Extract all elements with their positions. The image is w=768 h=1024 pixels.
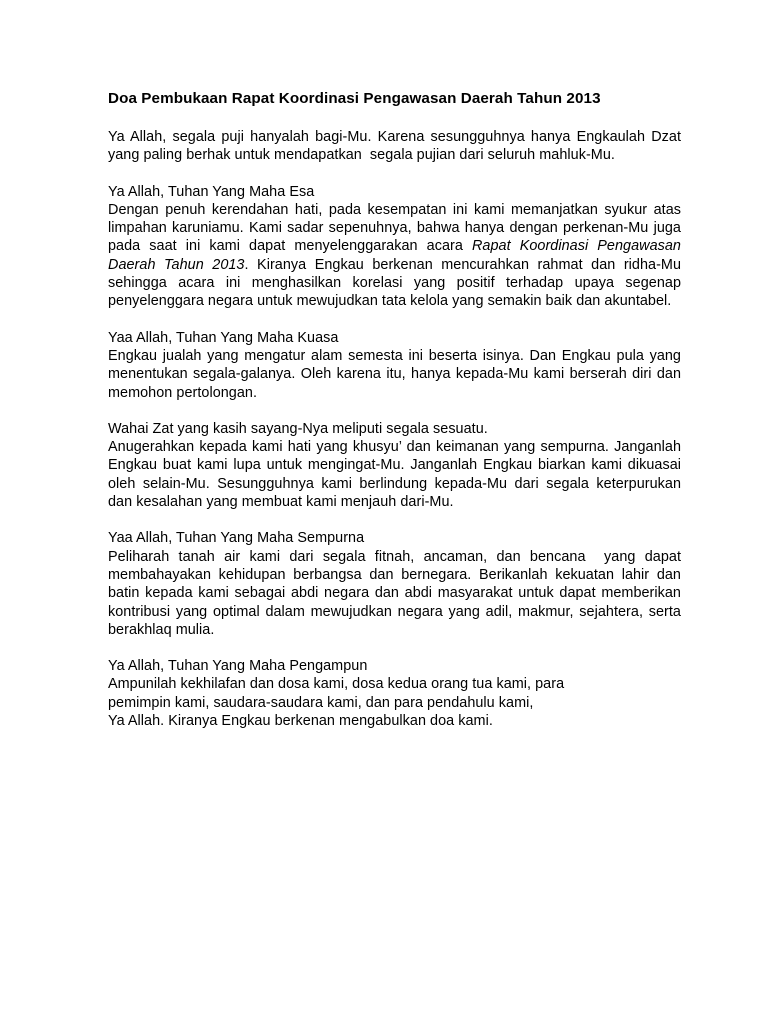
paragraph-maha-pengampun: [108, 657, 681, 730]
paragraph-maha-sempurna: [108, 529, 686, 639]
paragraph-maha-kuasa-text: Engkau jualah yang mengatur alam semesta ini beserta isinya. Dan Engkau pula yang menentukan segala-galanya. Oleh karena itu, hanya kepada-Mu kami berserah diri dan memohon pertolongan.: [108, 347, 686, 401]
invocation-maha-kuasa: Yaa Allah, Tuhan Yang Maha Kuasa: [108, 329, 339, 346]
paragraph-maha-pengampun-line-1: Ampunilah kekhilafan dan dosa kami, dosa kedua orang tua kami, para: [108, 676, 565, 693]
invocation-maha-pengampun: Ya Allah, Tuhan Yang Maha Pengampun: [108, 658, 368, 675]
document-body: [108, 88, 686, 730]
paragraph-maha-kuasa: [108, 329, 686, 402]
invocation-kasih-sayang: Wahai Zat yang kasih sayang-Nya meliputi segala sesuatu.: [108, 420, 488, 437]
paragraph-maha-esa-text-after: . Kiranya Engkau berkenan mencurahkan rahmat dan ridha-Mu sehingga acara ini menghasilkan korelasi yang positif terhadap upaya segenap penyelenggara negara untuk mewujudkan tata kelola yang semakin baik dan akuntabel.: [108, 256, 686, 310]
invocation-maha-esa: Ya Allah, Tuhan Yang Maha Esa: [108, 183, 315, 200]
paragraph-maha-esa-text-before: Dengan penuh kerendahan hati, pada kesempatan ini kami memanjatkan syukur atas limpahan karuniamu. Kami sadar sepenuhnya, bahwa hanya dengan perkenan-Mu juga pada saat ini kami dapat menyelenggarakan acara: [108, 201, 686, 255]
page-title: Doa Pembukaan Rapat Koordinasi Pengawasan Daerah Tahun 2013: [108, 90, 601, 107]
paragraph-maha-esa: [108, 183, 686, 311]
paragraph-kasih-sayang: [108, 420, 686, 511]
invocation-maha-sempurna: Yaa Allah, Tuhan Yang Maha Sempurna: [108, 530, 365, 547]
paragraph-kasih-sayang-text: Anugerahkan kepada kami hati yang khusyu’ dan keimanan yang sempurna. Janganlah Engkau buat kami lupa untuk mengingat-Mu. Janganlah Engkau biarkan kami dikuasai oleh selain-Mu. Sesungguhnya kami berlindung kepada-Mu dari segala keterpurukan dan kesalahan yang membuat kami menjauh dari-Mu.: [108, 439, 686, 511]
paragraph-maha-pengampun-line-2: pemimpin kami, saudara-saudara kami, dan para pendahulu kami,: [108, 694, 534, 711]
event-name-italic: Rapat Koordinasi Pengawasan Daerah Tahun 2013: [108, 238, 686, 273]
paragraph-opening-praise: Ya Allah, segala puji hanyalah bagi-Mu. Karena sesungguhnya hanya Engkaulah Dzat yang paling berhak untuk mendapatkan segala pujian dari seluruh mahluk-Mu.: [108, 129, 686, 164]
paragraph-maha-pengampun-line-3: Ya Allah. Kiranya Engkau berkenan mengabulkan doa kami.: [108, 713, 493, 730]
paragraph-maha-sempurna-text: Peliharah tanah air kami dari segala fitnah, ancaman, dan bencana yang dapat membahayakan kehidupan berbangsa dan bernegara. Berikanlah kekuatan lahir dan batin kepada kami sebagai abdi negara dan abdi masyarakat untuk dapat memberikan kontribusi yang optimal dalam mewujudkan negara yang adil, makmur, sejahtera, serta berakhlaq mulia.: [108, 548, 686, 638]
